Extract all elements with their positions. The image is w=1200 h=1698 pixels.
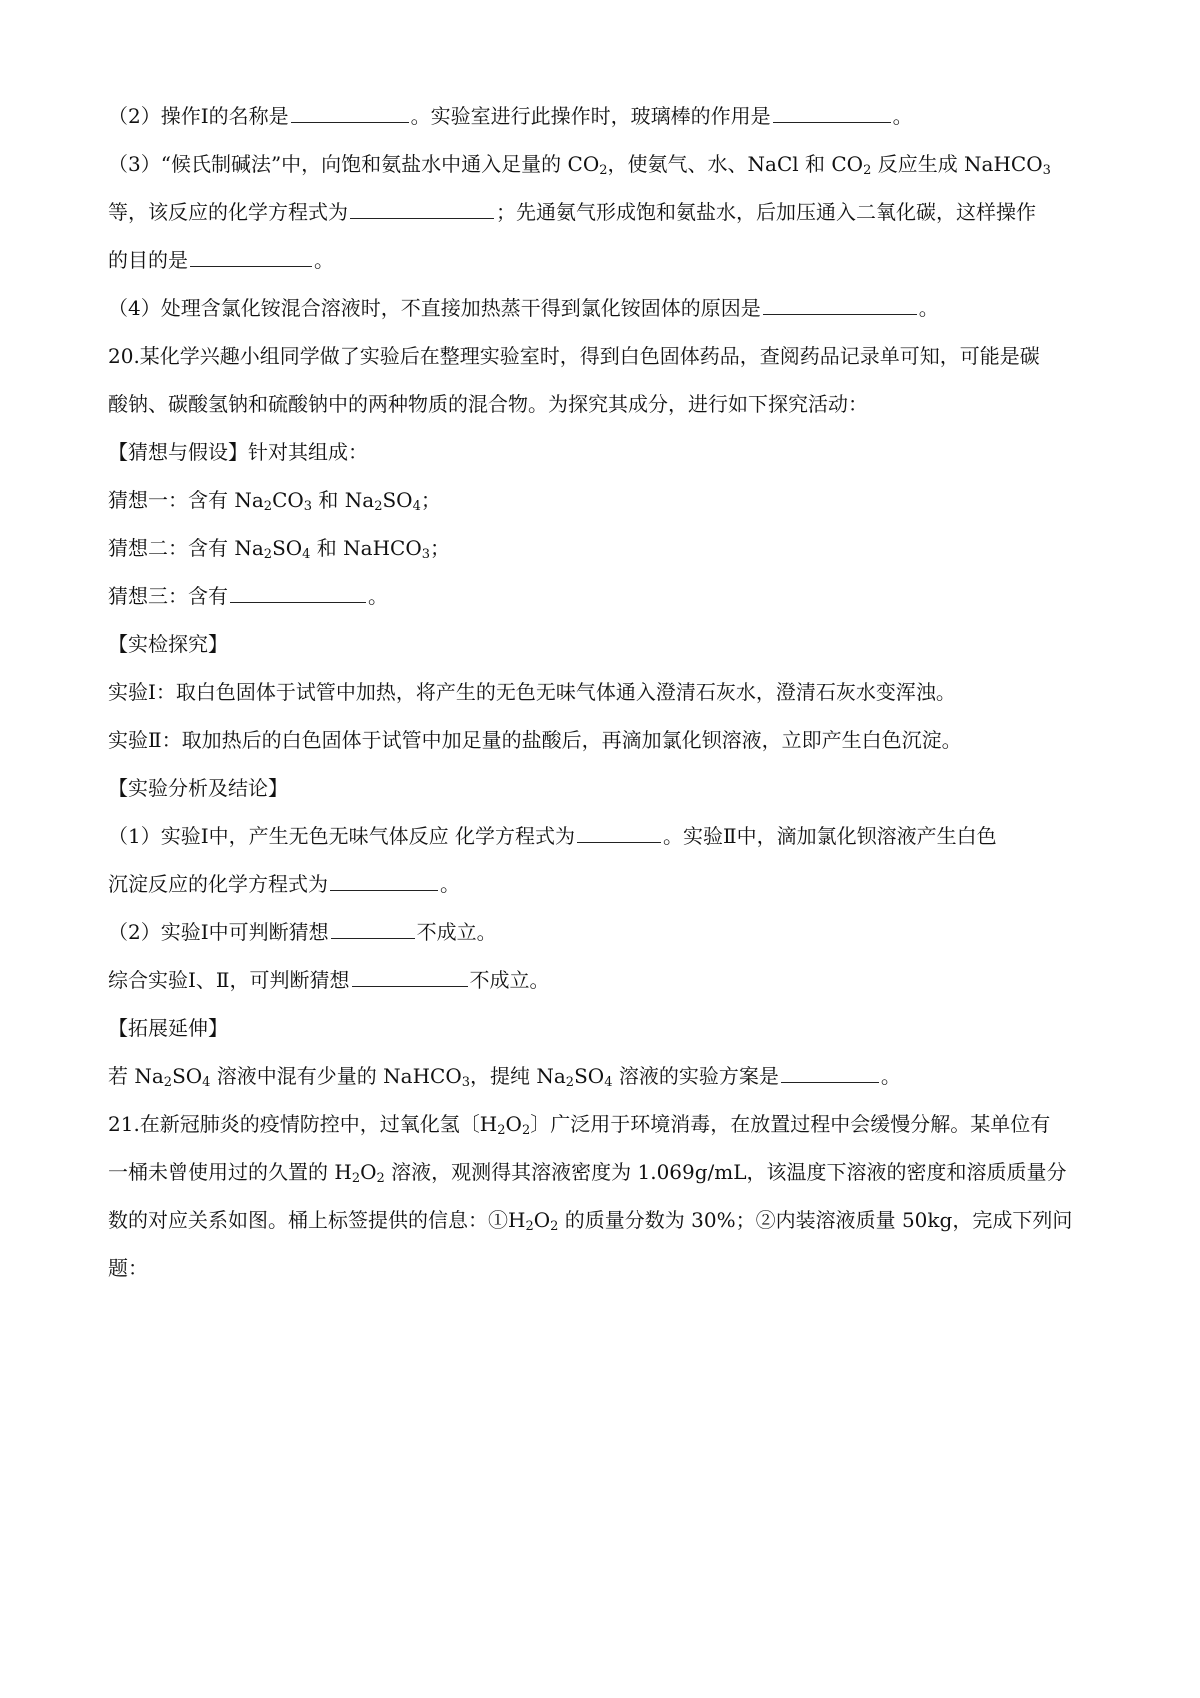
q20-hypothesis-2: 猜想二：含有 $Na_2SO_4$ 和 NaHCO$_3$； — [108, 536, 451, 562]
document-page — [108, 92, 1108, 1292]
q20-hypothesis-title: 【猜想与假设】针对其组成： — [108, 440, 368, 464]
q20-experiment-1: 实验Ⅰ：取白色固体于试管中加热，将产生的无色无味气体通入澄清石灰水，澄清石灰水变浑浊。 — [108, 680, 956, 704]
q21-line3: 数的对应关系如图。桶上标签提供的信息：$①H_2O_2$ 的质量分数为 30%；②内装溶液质量 50kg，完成下列问 — [108, 1208, 1073, 1234]
answer-blank[interactable] — [331, 918, 415, 939]
answer-blank[interactable] — [352, 966, 468, 987]
answer-blank[interactable] — [781, 1062, 879, 1083]
q20-experiment-title: 【实检探究】 — [108, 632, 228, 656]
q21-line1: 21.在新冠肺炎的疫情防控中，过氧化氢〔$H_2O_2$〕广泛用于环境消毒，在放置过程中会缓慢分解。某单位有 — [108, 1112, 1051, 1138]
q19-part3-line1: （3）“候氏制碱法”中，向饱和氨盐水中通入足量的 $CO_2$，使氨气、水、NaCl 和 $CO_2$ 反应生成 NaHCO$_3$ — [108, 152, 1051, 178]
q19-part4: （4）处理含氯化铵混合溶液时，不直接加热蒸干得到氯化铵固体的原因是 。 — [108, 296, 939, 320]
q20-extension-title: 【拓展延伸】 — [108, 1016, 228, 1040]
q20-analysis-title: 【实验分析及结论】 — [108, 776, 288, 800]
q21-line4: 题： — [108, 1256, 148, 1280]
q20-analysis-1-line2: 沉淀反应的化学方程式为 。 — [108, 872, 460, 896]
answer-blank[interactable] — [577, 822, 661, 843]
answer-blank[interactable] — [190, 246, 312, 267]
answer-blank[interactable] — [330, 870, 438, 891]
answer-blank[interactable] — [230, 582, 366, 603]
answer-blank[interactable] — [763, 294, 917, 315]
q20-intro-line2: 酸钠、碳酸氢钠和硫酸钠中的两种物质的混合物。为探究其成分，进行如下探究活动： — [108, 392, 868, 416]
q20-experiment-2: 实验Ⅱ：取加热后的白色固体于试管中加足量的盐酸后，再滴加氯化钡溶液，立即产生白色沉淀。 — [108, 728, 962, 752]
q20-analysis-2: （2）实验Ⅰ中可判断猜想 不成立。 — [108, 920, 497, 944]
answer-blank[interactable] — [291, 102, 409, 123]
q20-intro-line1: 20.某化学兴趣小组同学做了实验后在整理实验室时，得到白色固体药品，查阅药品记录单可知，可能是碳 — [108, 344, 1040, 368]
q20-hypothesis-1: 猜想一：含有 $Na_2CO_3$ 和 $Na_2SO_4$； — [108, 488, 441, 514]
q19-part2: （2）操作Ⅰ的名称是 。实验室进行此操作时，玻璃棒的作用是 。 — [108, 104, 913, 128]
q21-line2: 一桶未曾使用过的久置的 $H_2O_2$ 溶液，观测得其溶液密度为 1.069g/mL，该温度下溶液的密度和溶质质量分 — [108, 1160, 1067, 1186]
answer-blank[interactable] — [773, 102, 891, 123]
answer-blank[interactable] — [350, 198, 494, 219]
q20-extension: 若 $Na_2SO_4$ 溶液中混有少量的 NaHCO$_3$，提纯 $Na_2SO_4$ 溶液的实验方案是 。 — [108, 1064, 901, 1090]
q20-analysis-1-line1: （1）实验Ⅰ中，产生无色无味气体反应 化学方程式为 。实验Ⅱ中，滴加氯化钡溶液产生白色 — [108, 824, 997, 848]
q20-analysis-3: 综合实验Ⅰ、Ⅱ，可判断猜想 不成立。 — [108, 968, 550, 992]
q20-hypothesis-3: 猜想三：含有 。 — [108, 584, 388, 608]
q19-part3-line3: 的目的是 。 — [108, 248, 334, 272]
q19-part3-line2: 等，该反应的化学方程式为 ；先通氨气形成饱和氨盐水，后加压通入二氧化碳，这样操作 — [108, 200, 1036, 224]
